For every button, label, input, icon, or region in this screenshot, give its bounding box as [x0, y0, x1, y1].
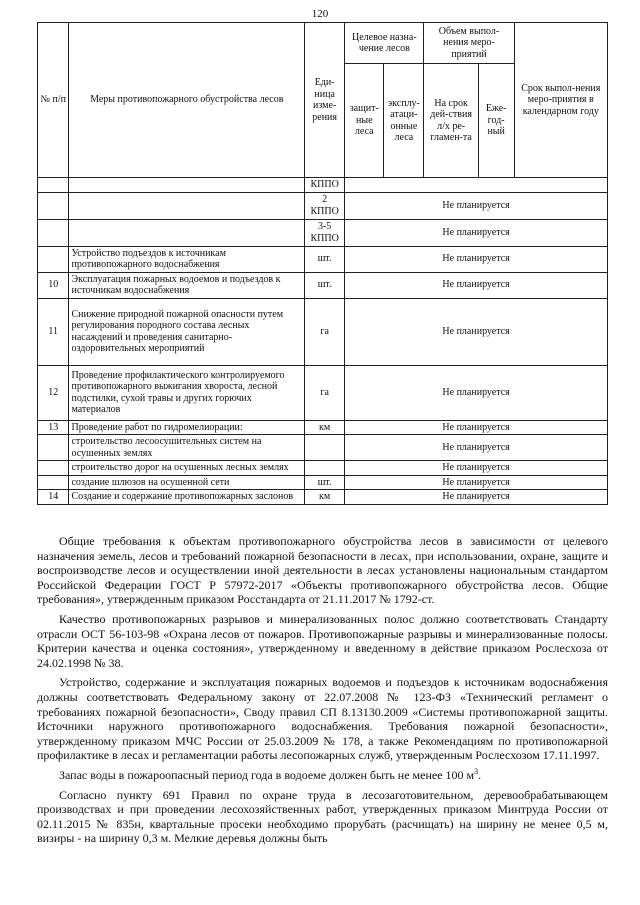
row-unit	[305, 435, 345, 461]
row-value: Не планируется	[345, 475, 608, 490]
water-reserve-end: .	[478, 767, 482, 782]
row-value: Не планируется	[345, 365, 608, 420]
row-unit: га	[305, 298, 345, 365]
row-unit: км	[305, 490, 345, 505]
row-measure	[69, 192, 305, 219]
row-measure: Проведение профилактического контролируемого противопожарного выжигания хвороста, лесной подстилки, сухой травы и других горючих материалов	[69, 365, 305, 420]
table-row	[38, 192, 608, 219]
water-reserve-text: Запас воды в пожароопасный период года в водоеме должен быть не менее 100 м	[59, 767, 475, 782]
header-protective: защит-ные леса	[345, 64, 384, 178]
row-unit: шт.	[305, 272, 345, 298]
header-per-regulation: На срок дей-ствия л/х ре-гламен-та	[424, 64, 478, 178]
row-measure: создание шлюзов на осушенной сети	[69, 475, 305, 490]
row-unit: шт.	[305, 475, 345, 490]
table-row	[38, 272, 608, 298]
row-measure: строительство лесоосушительных систем на осушенных землях	[69, 435, 305, 461]
header-exploitation: эксплу-атаци-онные леса	[384, 64, 424, 178]
row-num: 10	[38, 272, 69, 298]
fire-measures-table	[37, 22, 608, 505]
table-row	[38, 435, 608, 461]
header-unit: Еди-ница изме-рения	[305, 23, 345, 178]
table-row	[38, 365, 608, 420]
cubic-superscript: 3	[474, 766, 479, 776]
row-num	[38, 475, 69, 490]
row-measure: Снижение природной пожарной опасности путем регулирования породного состава лесных насаждений и проведения санитарно-оздоровительных мероприятий	[69, 298, 305, 365]
row-num	[38, 461, 69, 476]
page-number: 120	[311, 8, 329, 20]
row-value	[345, 178, 608, 193]
row-value: Не планируется	[345, 219, 608, 246]
table-row	[38, 246, 608, 272]
row-unit	[305, 461, 345, 476]
row-unit: га	[305, 365, 345, 420]
paragraph-water-reserve	[37, 768, 608, 783]
header-num: № п/п	[38, 23, 69, 178]
row-value: Не планируется	[345, 435, 608, 461]
table-row	[38, 475, 608, 490]
row-value: Не планируется	[345, 192, 608, 219]
row-measure	[69, 219, 305, 246]
table-row	[38, 298, 608, 365]
row-value: Не планируется	[345, 246, 608, 272]
header-volume: Объем выпол-нения меро-приятий	[424, 23, 514, 64]
row-num	[38, 219, 69, 246]
row-measure: Устройство подъездов к источникам противопожарного водоснабжения	[69, 246, 305, 272]
row-measure	[69, 178, 305, 193]
row-measure: Создание и содержание противопожарных заслонов	[69, 490, 305, 505]
paragraph-clearing-rules: Согласно пункту 691 Правил по охране труда в лесозаготовительном, деревообрабатывающем производствах и при проведении лесохозяйственных работ, утвержденных приказом Минтруда России от 02.11.2015 № 835н, квартальные просеки необходимо прорубать (расчищать) на ширину не менее 0,5 м, визиры - на ширину 0,3 м. Мелкие деревья должны быть	[37, 787, 608, 846]
paragraph-general-requirements: Общие требования к объектам противопожарного обустройства лесов в зависимости от целевого назначения земель, лесов и требований пожарной безопасности в лесах, при использовании, охране, защите и воспроизводстве лесов и осуществлении иной деятельности в лесах установлены национальным стандартом Российской Федерации ГОСТ Р 57972-2017 «Объекты противопожарного обустройства лесов. Общие требования», утвержденным приказом Росстандарта от 21.11.2017 № 1792-ст.	[37, 534, 608, 607]
row-unit: КППО	[305, 178, 345, 193]
row-num	[38, 246, 69, 272]
row-num: 11	[38, 298, 69, 365]
row-num: 13	[38, 420, 69, 435]
row-measure: Проведение работ по гидромелиорации:	[69, 420, 305, 435]
row-value: Не планируется	[345, 420, 608, 435]
table-row	[38, 219, 608, 246]
row-unit: км	[305, 420, 345, 435]
row-unit: 3-5 КППО	[305, 219, 345, 246]
header-purpose: Целевое назна-чение лесов	[345, 23, 424, 64]
header-annual: Еже-год-ный	[478, 64, 514, 178]
row-num	[38, 192, 69, 219]
header-deadline: Срок выпол-нения меро-приятия в календарном году	[514, 23, 607, 178]
header-measures: Меры противопожарного обустройства лесов	[69, 23, 305, 178]
row-value: Не планируется	[345, 272, 608, 298]
row-value: Не планируется	[345, 490, 608, 505]
body-text	[37, 534, 608, 851]
row-num: 12	[38, 365, 69, 420]
row-measure: строительство дорог на осушенных лесных землях	[69, 461, 305, 476]
table-row	[38, 178, 608, 193]
paragraph-water-sources: Устройство, содержание и эксплуатация пожарных водоемов и подъездов к источникам водоснабжения должны соответствовать Федеральному закону от 22.07.2008 № 123-ФЗ «Технический регламент о требованиях пожарной безопасности», Своду правил СП 8.13130.2009 «Системы противопожарной защиты. Источники наружного противопожарного водоснабжения. Требования пожарной безопасности», утвержденному приказом МЧС России от 25.03.2009 № 178, а также Рекомендациям по противопожарной профилактике в лесах и регламентации работы лесопожарных служб, утвержденным Рослесхозом 17.11.1997.	[37, 675, 608, 763]
row-num: 14	[38, 490, 69, 505]
row-value: Не планируется	[345, 461, 608, 476]
table-row	[38, 490, 608, 505]
table-row	[38, 461, 608, 476]
row-value: Не планируется	[345, 298, 608, 365]
row-measure: Эксплуатация пожарных водоемов и подъездов к источникам водоснабжения	[69, 272, 305, 298]
table-row	[38, 420, 608, 435]
table-header-row	[38, 23, 608, 64]
paragraph-firebreak-quality: Качество противопожарных разрывов и минерализованных полос должно соответствовать Стандарту отрасли ОСТ 56-103-98 «Охрана лесов от пожаров. Противопожарные разрывы и минерализованные полосы. Критерии качества и оценка состояния», утвержденному и введенному в действие приказом Рослесхоза от 24.02.1998 № 38.	[37, 611, 608, 670]
row-unit: 2 КППО	[305, 192, 345, 219]
row-unit: шт.	[305, 246, 345, 272]
row-num	[38, 178, 69, 193]
row-num	[38, 435, 69, 461]
